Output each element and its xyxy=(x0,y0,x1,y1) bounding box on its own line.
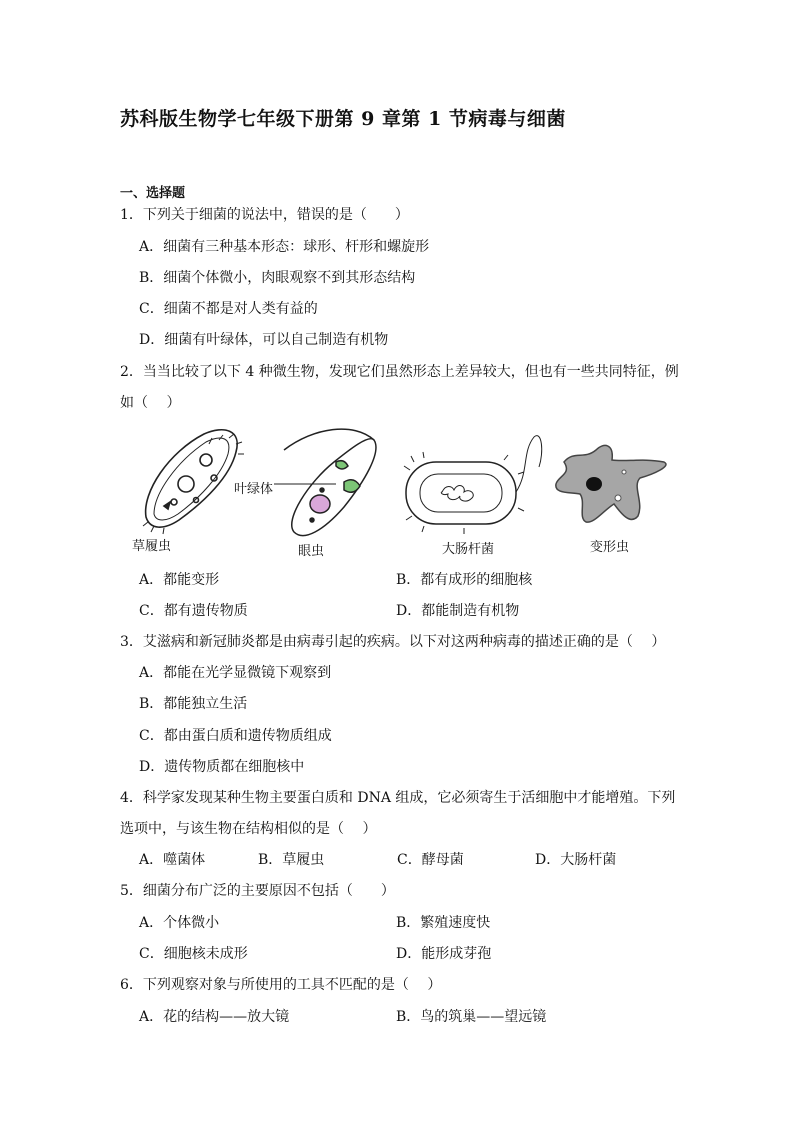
question-4-option-d: D．大肠杆菌 xyxy=(535,852,617,868)
paramecium-label: 草履虫 xyxy=(132,539,172,554)
euglena-drawing xyxy=(274,429,376,535)
question-1-option-d: D．细菌有叶绿体，可以自己制造有机物 xyxy=(139,332,389,348)
question-1-option-c: C．细菌不都是对人类有益的 xyxy=(139,301,318,317)
question-5-option-d: D．能形成芽孢 xyxy=(396,946,492,962)
chloroplast-label: 叶绿体 xyxy=(234,482,274,497)
question-3-option-c: C．都由蛋白质和遗传物质组成 xyxy=(139,728,332,744)
question-4-option-b: B．草履虫 xyxy=(258,852,325,868)
question-6-option-b: B．鸟的筑巢——望远镜 xyxy=(396,1009,547,1025)
question-6-stem: 6．下列观察对象与所使用的工具不匹配的是（ ） xyxy=(120,977,442,993)
question-2-stem-line-1: 2．当当比较了以下 4 种微生物，发现它们虽然形态上差异较大，但也有一些共同特征，例 xyxy=(120,364,679,380)
amoeba-label: 变形虫 xyxy=(590,540,630,555)
question-2-option-d: D．都能制造有机物 xyxy=(396,603,520,619)
question-3-option-d: D．遗传物质都在细胞核中 xyxy=(139,759,305,775)
paramecium-drawing xyxy=(143,430,244,534)
question-2-stem-line-2: 如（ ） xyxy=(120,395,181,411)
question-3-stem: 3．艾滋病和新冠肺炎都是由病毒引起的疾病。以下对这两种病毒的描述正确的是（ ） xyxy=(120,634,666,650)
question-1-stem: 1．下列关于细菌的说法中，错误的是（ ） xyxy=(120,207,409,223)
question-5-option-b: B．繁殖速度快 xyxy=(396,915,491,931)
amoeba-drawing xyxy=(556,445,666,522)
ecoli-label: 大肠杆菌 xyxy=(442,542,495,557)
question-2-option-a: A．都能变形 xyxy=(139,572,220,588)
question-3-option-a: A．都能在光学显微镜下观察到 xyxy=(139,665,332,681)
question-2-option-b: B．都有成形的细胞核 xyxy=(396,572,533,588)
question-3-option-b: B．都能独立生活 xyxy=(139,696,248,712)
euglena-label: 眼虫 xyxy=(298,544,325,559)
question-4-stem-line-2: 选项中，与该生物在结构相似的是（ ） xyxy=(120,821,377,837)
question-4-option-a: A．噬菌体 xyxy=(139,852,206,868)
question-5-option-a: A．个体微小 xyxy=(139,915,220,931)
question-6-option-a: A．花的结构——放大镜 xyxy=(139,1009,290,1025)
question-1-option-b: B．细菌个体微小，肉眼观察不到其形态结构 xyxy=(139,270,416,286)
question-4-stem-line-1: 4．科学家发现某种生物主要蛋白质和 DNA 组成，它必须寄生于活细胞中才能增殖。下列 xyxy=(120,790,676,806)
question-5-option-c: C．细胞核未成形 xyxy=(139,946,248,962)
ecoli-drawing xyxy=(404,436,542,534)
question-4-option-c: C．酵母菌 xyxy=(397,852,464,868)
section-heading: 一、选择题 xyxy=(120,186,186,201)
page-title: 苏科版生物学七年级下册第 9 章第 1 节病毒与细菌 xyxy=(120,108,566,130)
microorganisms-figure xyxy=(124,422,676,562)
question-1-option-a: A．细菌有三种基本形态：球形、杆形和螺旋形 xyxy=(139,239,430,255)
question-5-stem: 5．细菌分布广泛的主要原因不包括（ ） xyxy=(120,883,395,899)
question-2-option-c: C．都有遗传物质 xyxy=(139,603,248,619)
